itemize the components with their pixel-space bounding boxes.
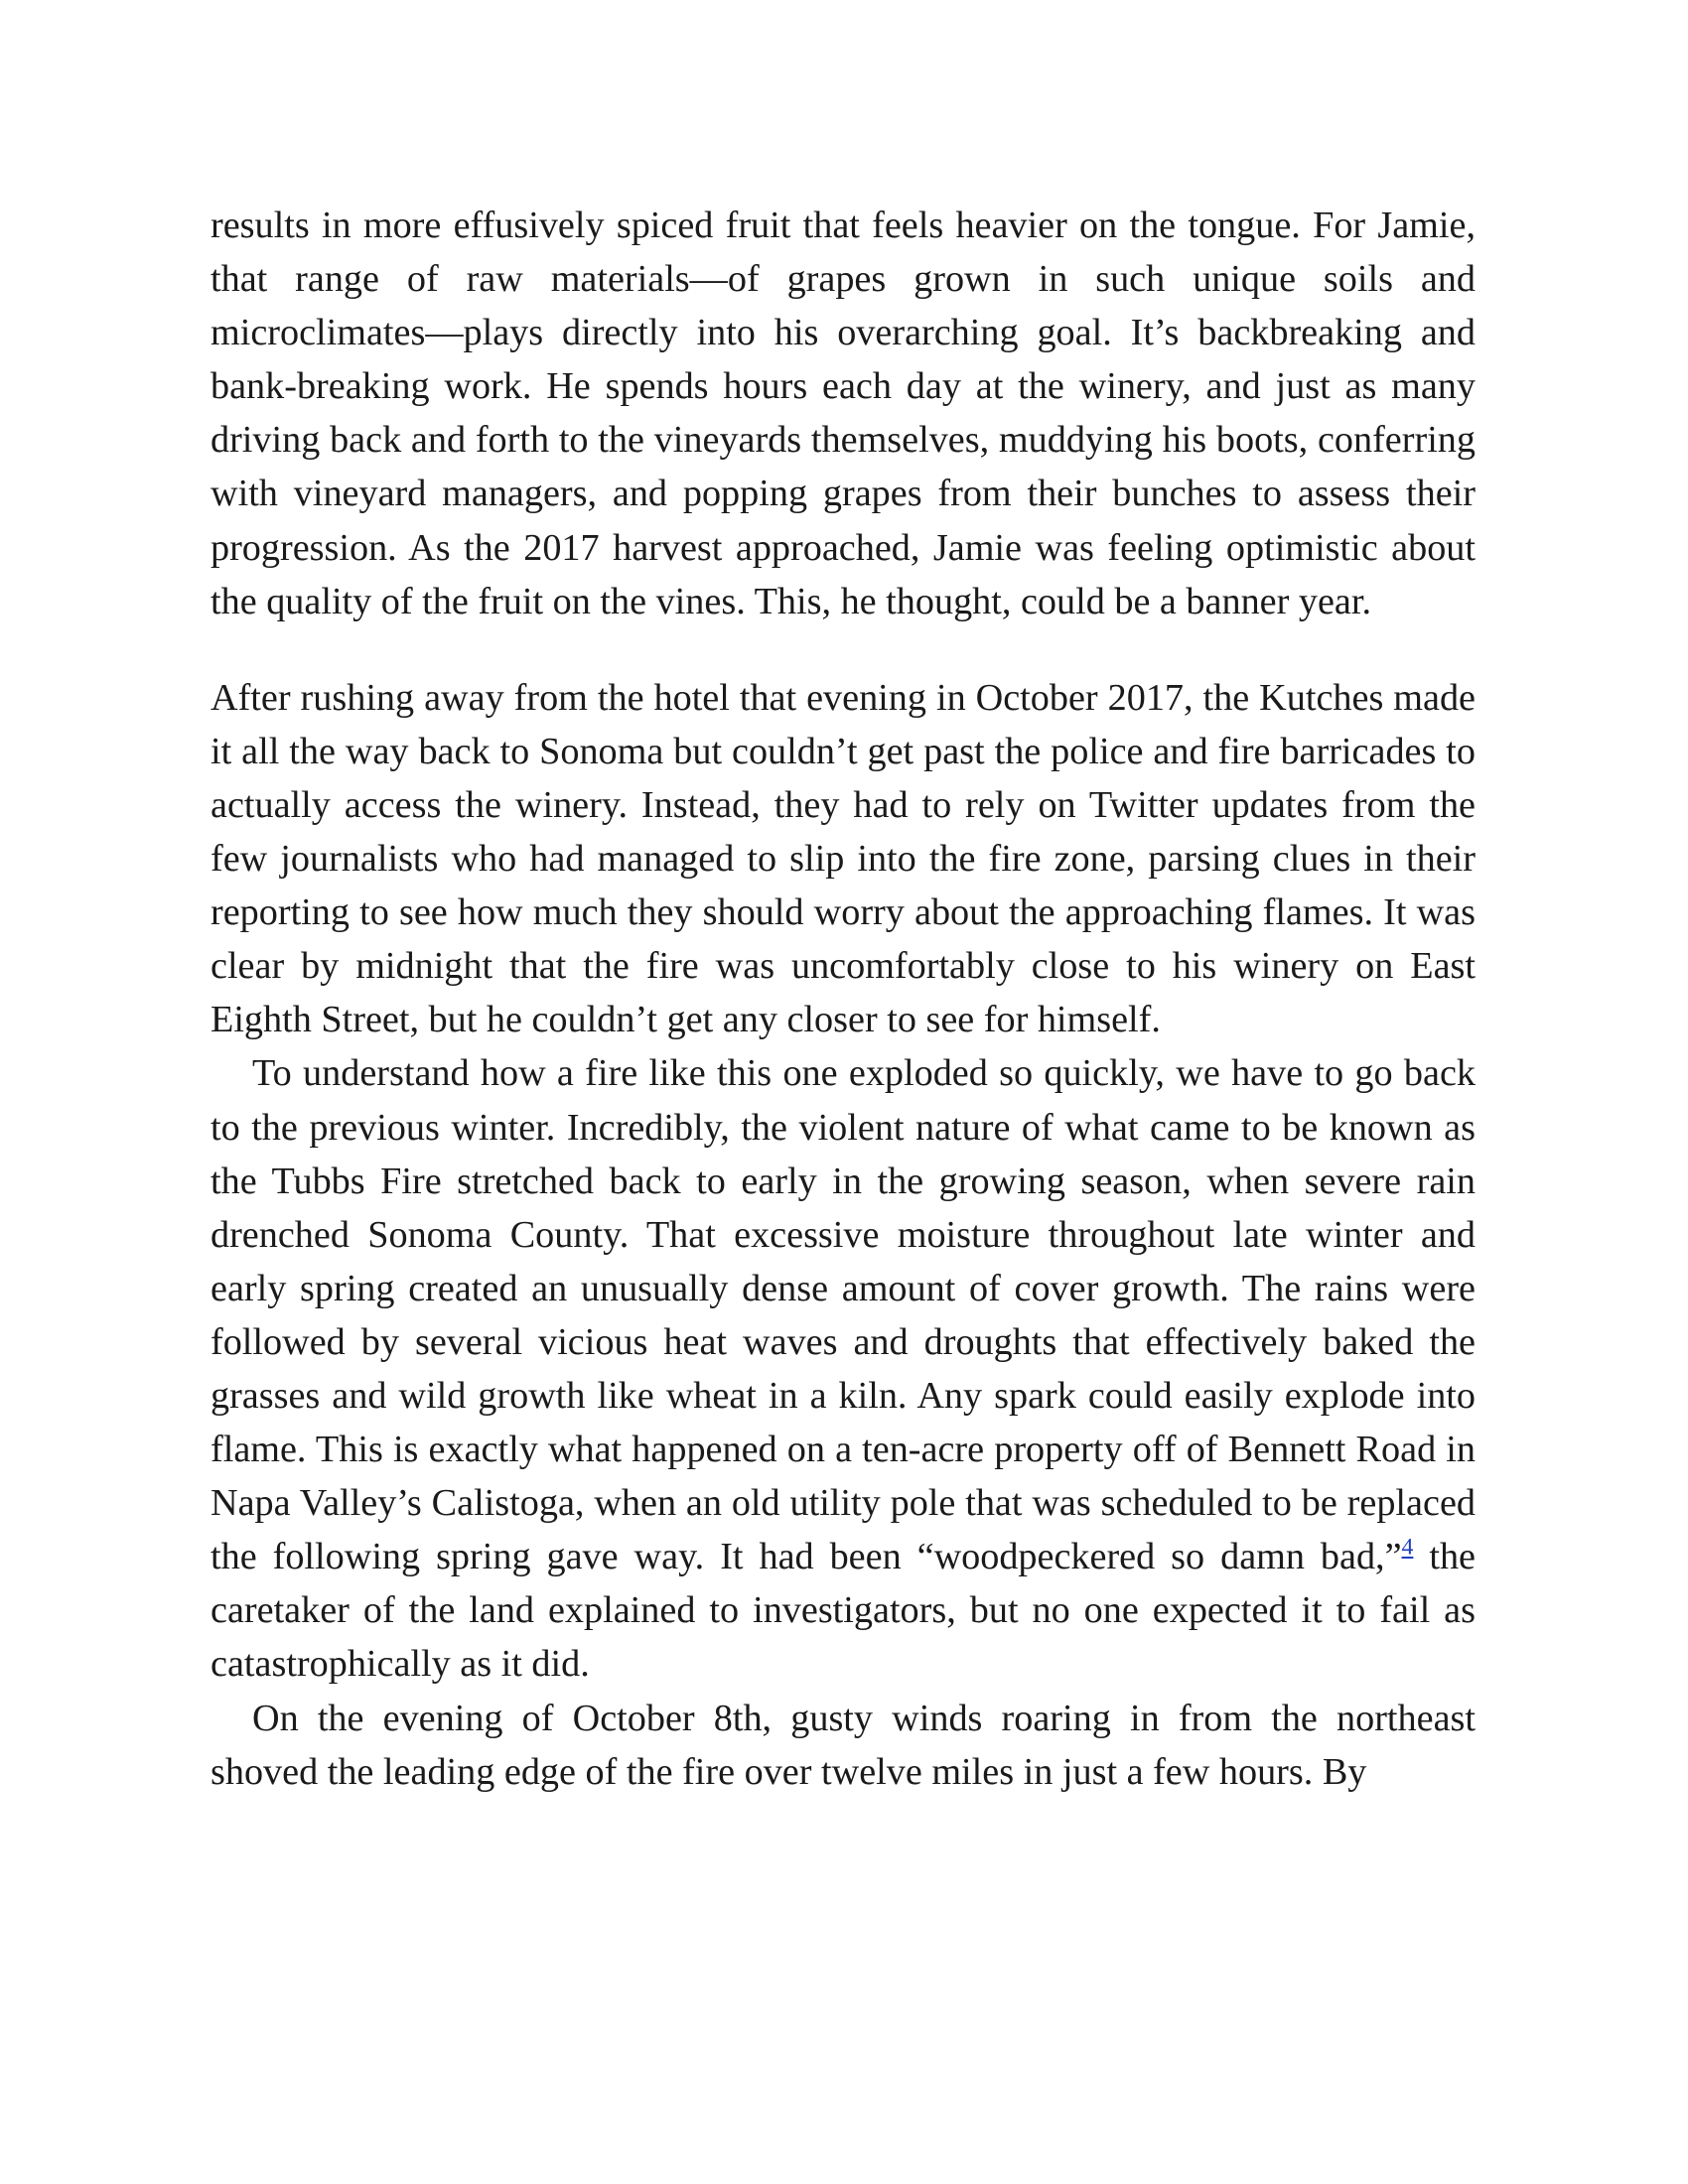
paragraph-3-text-after: the caretaker of the land explained to investigators, but no one expected it to fail as catastrophically as it did. <box>211 1536 1477 1686</box>
paragraph-3 <box>211 1046 1476 1691</box>
paragraph-4: On the evening of October 8th, gusty winds roaring in from the northeast shoved the leading edge of the fire over twelve miles in just a few hours. By <box>211 1697 1476 1793</box>
document-page <box>211 199 1476 1799</box>
paragraph-1: results in more effusively spiced fruit that feels heavier on the tongue. For Jamie, that range of raw materials—of grapes grown in such unique soils and microclimates—plays directly into his overarching goal. It’s backbreaking and bank-breaking work. He spends hours each day at the winery, and just as many driving back and forth to the vineyards themselves, muddying his boots, conferring with vineyard managers, and popping grapes from their bunches to assess their progression. As the 2017 harvest approached, Jamie was feeling optimistic about the quality of the fruit on the vines. This, he thought, could be a banner year. <box>211 205 1476 622</box>
paragraph-2: After rushing away from the hotel that evening in October 2017, the Kutches made it all the way back to Sonoma but couldn’t get past the police and fire barricades to actually access the winery. Instead, they had to rely on Twitter updates from the few journalists who had managed to slip into the fire zone, parsing clues in their reporting to see how much they should worry about the approaching flames. It was clear by midnight that the fire was uncomfortably close to his winery on East Eighth Street, but he couldn’t get any closer to see for himself. <box>211 676 1476 1041</box>
footnote-link[interactable]: 4 <box>1401 1534 1414 1561</box>
paragraph-3-text-before: To understand how a fire like this one exploded so quickly, we have to go back to the previous winter. Incredibly, the violent nature of what came to be known as the Tubbs Fire stretched back to early in the growing season, when severe rain drenched Sonoma County. That excessive moisture throughout late winter and early spring created an unusually dense amount of cover growth. The rains were followed by several vicious heat waves and droughts that effectively baked the grasses and wild growth like wheat in a kiln. Any spark could easily explode into flame. This is exactly what happened on a ten-acre property off of Bennett Road in Napa Valley’s Calistoga, when an old utility pole that was scheduled to be replaced the following spring gave way. It had been “woodpeckered so damn bad,” <box>211 1052 1476 1578</box>
